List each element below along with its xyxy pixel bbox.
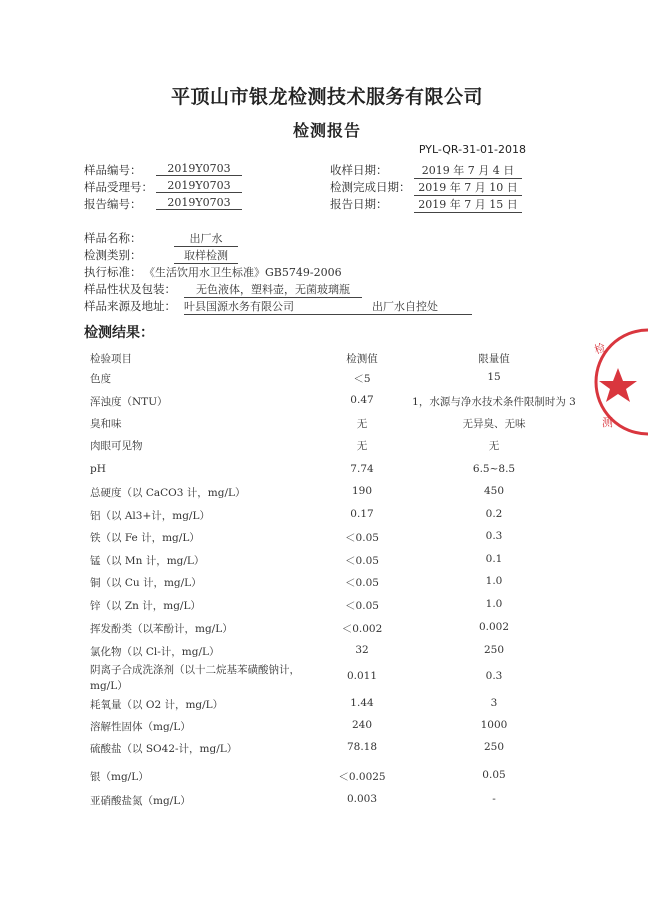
row-value: ＜5 bbox=[353, 373, 371, 385]
sample-no-value: 2019Y0703 bbox=[156, 162, 242, 176]
report-date-value: 2019 年 7 月 15 日 bbox=[414, 196, 522, 213]
sample-name-label: 样品名称： bbox=[84, 231, 142, 245]
row-limit: 1.0 bbox=[485, 598, 503, 610]
row-limit: 3 bbox=[490, 697, 498, 709]
row-value: 无 bbox=[356, 440, 368, 452]
row-value: ＜0.05 bbox=[345, 600, 379, 612]
test-type-value: 取样检测 bbox=[174, 247, 238, 264]
row-limit: 250 bbox=[483, 741, 505, 753]
row-item: 锰（以 Mn 计，mg/L） bbox=[90, 555, 205, 567]
company-name: 平顶山市银龙检测技术服务有限公司 bbox=[170, 86, 483, 108]
row-limit: 15 bbox=[487, 371, 501, 383]
row-limit: 450 bbox=[483, 485, 505, 497]
row-item-cont: mg/L） bbox=[90, 680, 128, 692]
row-value: 0.003 bbox=[346, 793, 378, 805]
row-item: 挥发酚类（以苯酚计，mg/L） bbox=[90, 623, 233, 635]
row-limit: 250 bbox=[483, 644, 505, 656]
row-limit: 0.002 bbox=[478, 621, 510, 633]
receive-no-label: 样品受理号： bbox=[84, 180, 153, 194]
receive-no-value: 2019Y0703 bbox=[156, 179, 242, 193]
document-number: PYL-QR-31-01-2018 bbox=[418, 143, 526, 156]
row-item: 耗氧量（以 O2 计，mg/L） bbox=[90, 699, 224, 711]
row-limit: 无异臭、无味 bbox=[462, 418, 526, 430]
results-title: 检测结果： bbox=[84, 325, 154, 341]
row-item: 浑浊度（NTU） bbox=[90, 396, 168, 408]
source-location: 出厂水自控处 bbox=[372, 300, 438, 313]
row-value: 240 bbox=[351, 719, 373, 731]
sample-name-value: 出厂水 bbox=[174, 230, 238, 247]
sample-no-label: 样品编号： bbox=[84, 163, 142, 177]
complete-date-value: 2019 年 7 月 10 日 bbox=[414, 179, 522, 196]
row-value: 0.011 bbox=[346, 670, 378, 682]
sample-source-label: 样品来源及地址： bbox=[84, 299, 176, 313]
row-value: ＜0.05 bbox=[345, 577, 379, 589]
receive-date-label: 收样日期： bbox=[330, 163, 388, 177]
row-item: 铁（以 Fe 计，mg/L） bbox=[90, 532, 200, 544]
row-item: 银（mg/L） bbox=[90, 771, 149, 783]
test-type-label: 检测类别： bbox=[84, 248, 142, 262]
standard-value: 《生活饮用水卫生标准》GB5749-2006 bbox=[144, 266, 342, 279]
svg-text:测: 测 bbox=[602, 416, 613, 429]
row-value: 190 bbox=[351, 485, 373, 497]
row-limit: 0.3 bbox=[485, 670, 503, 682]
complete-date-label: 检测完成日期： bbox=[330, 180, 411, 194]
svg-text:检: 检 bbox=[592, 340, 608, 357]
header-item: 检验项目 bbox=[90, 353, 132, 365]
row-value: 0.47 bbox=[350, 394, 374, 406]
row-value: 无 bbox=[356, 418, 368, 430]
sample-state-label: 样品性状及包装： bbox=[84, 282, 176, 296]
row-value: ＜0.05 bbox=[345, 555, 379, 567]
row-item: 总硬度（以 CaCO3 计，mg/L） bbox=[90, 487, 246, 499]
sample-state-value: 无色液体，塑料壶，无菌玻璃瓶 bbox=[184, 281, 362, 298]
row-value: 7.74 bbox=[350, 463, 374, 475]
row-limit: 0.3 bbox=[485, 530, 503, 542]
row-limit: 无 bbox=[488, 440, 500, 452]
row-item: 锌（以 Zn 计，mg/L） bbox=[90, 600, 201, 612]
row-value: 78.18 bbox=[346, 741, 378, 753]
row-item: pH bbox=[90, 463, 106, 475]
row-limit: - bbox=[492, 793, 496, 805]
row-value: ＜0.05 bbox=[345, 532, 379, 544]
row-value: 0.17 bbox=[350, 508, 374, 520]
row-item: 氯化物（以 Cl-计，mg/L） bbox=[90, 646, 220, 658]
row-limit: 1000 bbox=[480, 719, 508, 731]
sample-source-value bbox=[184, 298, 472, 315]
row-value: 1.44 bbox=[350, 697, 374, 709]
header-limit: 限量值 bbox=[478, 353, 510, 365]
header-value: 检测值 bbox=[346, 353, 378, 365]
row-limit: 0.1 bbox=[485, 553, 503, 565]
row-value: ＜0.0025 bbox=[338, 771, 386, 783]
row-item: 溶解性固体（mg/L） bbox=[90, 721, 191, 733]
row-item: 肉眼可见物 bbox=[90, 440, 143, 452]
report-no-value: 2019Y0703 bbox=[156, 196, 242, 210]
report-title: 检测报告 bbox=[292, 121, 361, 140]
red-seal-icon bbox=[588, 326, 648, 436]
receive-date-value: 2019 年 7 月 4 日 bbox=[414, 162, 522, 179]
row-item: 亚硝酸盐氮（mg/L） bbox=[90, 795, 191, 807]
row-limit: 1，水源与净水技术条件限制时为 3 bbox=[412, 396, 576, 408]
row-limit: 0.05 bbox=[482, 769, 506, 781]
source-company: 叶县国源水务有限公司 bbox=[184, 300, 294, 313]
row-limit: 1.0 bbox=[485, 575, 503, 587]
row-value: ＜0.002 bbox=[341, 623, 383, 635]
row-item: 色度 bbox=[90, 373, 111, 385]
report-date-label: 报告日期： bbox=[330, 197, 388, 211]
report-no-label: 报告编号： bbox=[84, 197, 142, 211]
standard-label: 执行标准： bbox=[84, 265, 142, 279]
row-limit: 0.2 bbox=[485, 508, 503, 520]
row-value: 32 bbox=[355, 644, 369, 656]
row-item: 硫酸盐（以 SO42-计，mg/L） bbox=[90, 743, 238, 755]
row-limit: 6.5~8.5 bbox=[472, 463, 516, 475]
row-item: 铝（以 Al3+计，mg/L） bbox=[90, 510, 210, 522]
row-item: 臭和味 bbox=[90, 418, 122, 430]
row-item: 铜（以 Cu 计，mg/L） bbox=[90, 577, 202, 589]
row-item: 阴离子合成洗涤剂（以十二烷基苯磺酸钠计， bbox=[90, 664, 300, 676]
